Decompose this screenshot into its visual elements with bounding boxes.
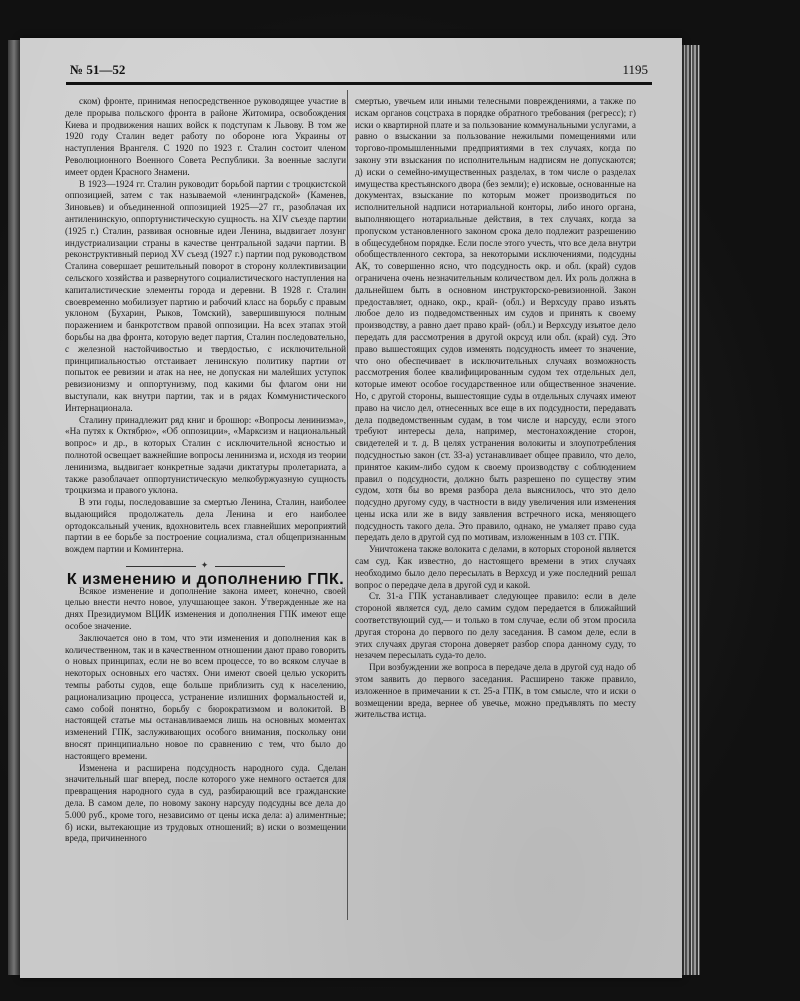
page-edges-stack bbox=[680, 45, 700, 975]
paragraph: Сталину принадлежит ряд книг и брошюр: «Вопросы ленинизма», «На путях к Октябрю», «Об оппозиции», «Марксизм и национальный вопрос» и др., в которых Сталин с исключительной ясностью и полнотой освещает важнейшие вопросы ленинизма и, исходя из теории ленинизма, выдвигает конкретные задачи диктатуры пролетариата, а также разоблачает оппортунистическую мелкобуржуазную сущность троцкизма и правого уклона. bbox=[65, 414, 346, 496]
ornament-icon: ✦ bbox=[200, 560, 211, 571]
paragraph: Изменена и расширена подсудность народного суда. Сделан значительный шаг вперед, после которого уже немного остается для превращения народного суда в суд, разбирающий все гражданские дела. В самом деле, по новому закону нарсуду подсудны все дела до 5.000 руб., кроме того, независимо от цены иска дела: а) алиментные; б) иски, вытекающие из трудовых отношений; в) иски о возмещении вреда, причиненного bbox=[65, 762, 346, 844]
paragraph: смертью, увечьем или иными телесными повреждениями, а также по искам органов соцстраха в порядке обратного требования (регресс); г) иски о квартирной плате и за пользование коммунальными услугами, а равно о взыскании за пользование нежилыми помещениями или торгово-промышленными предприятиями в тех случаях, когда по закону эти взыскания по исполнительным надписям не допускаются; д) иски о семейно-имущественных разделах, в том числе о разделах имущества крестьянского двора (без земли); е) исковые, основанные на документах, взыскание по которым может производиться по исполнительной надписи нотариальной конторы, либо иного органа, выполняющего нотариальные действия, в тех случаях, когда за пропуском установленного законом срока дело подлежит разрешению в общесудебном порядке. Если после этого учесть, что все дела внутри обобществленного сектора, за некоторыми исключениями, подсудны АК, то совершенно ясно, что подсудность окр. и обл. (край) судов ограничена очень незначительным количеством дел. Их роль должна в дальнейшем быть в основном инструкторско-ревизионной. Закон предоставляет, однако, окр., край- (обл.) и Верхсуду право изъять любое дело из подведомственных им судов и принять к своему производству, а равно дает право край- (обл.) и Верхсуду изъятое дело передать для рассмотрения в другой окрсуд или обл. (край) суд. Это право вышестоящих судов изменять подсудность имеет то значение, что оно обеспечивает в исключительных случаях возможность рассмотрения более квалифицированным судом тех отдельных дел, которые имеют особое государственное или общественное значение. Но, с другой стороны, вышестоящие суды в отдельных случаях имеют право на число дел, отнесенных все еще в их подсудности, передавать дела подведомственным судам, в том числе и нарсуду, если этого требуют интересы дела, например, местонахождение сторон, свидетелей и т. д. В целях устранения волокиты и злоупотребления подсудностью закон (ст. 33-а) устанавливает общее правило, что дело, принятое каким-либо судом к своему производству с соблюдением правил о подсудности, должно быть разрешено по существу этим судом, хотя бы во время разбора дела выяснилось, что это дело подсудно другому суду, в частности в виду увеличения или изменения цены иска или же в виду заявления встречного иска, меняющего подсудность такого дела. Это правило, однако, не умаляет право суда передать дело в другой суд по мотивам, изложенным в 103 ст. ГПК. bbox=[355, 96, 636, 543]
issue-number: № 51—52 bbox=[70, 62, 126, 77]
paragraph: Заключается оно в том, что эти изменения и дополнения как в количественном, так и в качественном отношении дают право говорить о новых принципах, если не во всем процессе, то во всяком случае в некоторых основных его частях. Они имеют своей целью ускорить темпы работы судов, еще больше приблизить суд к населению, рационализацию процесса, устранение излишних формальностей и, само собой понятно, борьбу с бюрократизмом и волокитой. В настоящей статье мы останавливаемся лишь на основных моментах изменений ГПК, заслуживающих особого внимания, поскольку они вносят принципиально новое по сравнению с тем, что было до настоящего времени. bbox=[65, 632, 346, 761]
book-spine-edge bbox=[8, 40, 20, 975]
document-page bbox=[20, 38, 682, 978]
paragraph: В 1923—1924 гг. Сталин руководит борьбой партии с троцкистской оппозицией, затем с так называемой «ленинградской» (Каменев, Зиновьев) и объединенной оппозицией 1925—27 гг., разоблачая их антиленинскую, оппортунистическую сущность. на XIV съезде партии (1925 г.) Сталин, развивая основные идеи Ленина, выдвигает лозунг индустриализации страны в качестве центральной задачи партии. В реконструктивный период XV съезд (1927 г.) партии под руководством Сталина совершает решительный поворот в сторону коллективизации сельского хозяйства и развернутого социалистического наступления на капиталистические элементы города и деревни. В 1928 г. Сталин своевременно мобилизует партию и рабочий класс на борьбу с правым уклоном (Бухарин, Рыков, Томский), завершившуюся полным поражением и банкротством правой оппозиции. На всех этапах этой борьбы на два фронта, которую ведет партия, Сталин последовательно, с железной настойчивостью и твердостью, с исключительной принципиальностью отстаивает ленинскую политику партии от попыток ее ревизии и атак на нее, не допуская ни малейших уступок ревизионизму и оппортунизму, под какими бы флагом они ни выступали, как внутри партии, так и в рядах Коммунистического Интернационала. bbox=[65, 178, 346, 413]
article-section bbox=[65, 560, 346, 845]
page-header bbox=[70, 60, 648, 82]
left-column bbox=[65, 96, 346, 866]
paragraph: Всякое изменение и дополнение закона имеет, конечно, своей целью внести нечто новое, улучшающее закон. Утвержденные же на днях Президиумом ВЦИК изменения и дополнения ГПК имеют еще особое значение. bbox=[65, 585, 346, 632]
header-rule bbox=[66, 82, 652, 85]
paragraph: Ст. 31-а ГПК устанавливает следующее правило: если в деле стороной является суд, дело самим судом передается в ближайший соответствующий суд,— и только в том случае, если об этом просила другая сторона до первого по делу заседания. В самом деле, если в этих случаях другая сторона доверяет разбор спора данному суду, то незачем пересылать суда-то дело. bbox=[355, 591, 636, 661]
paragraph: Уничтожена также волокита с делами, в которых стороной является сам суд. Как известно, до настоящего времени в этих случаях необходимо было дело пересылать в Верхсуд и уже последний решал вопрос о передаче дела в другой суд и какой. bbox=[355, 544, 636, 590]
ornament-rule-right bbox=[215, 566, 285, 567]
paragraph: При возбуждении же вопроса в передаче дела в другой суд надо об этом заявить до первого заседания. Расширено также правило, изложенное в примечании к ст. 25-а ГПК, в том смысле, что и иски о возмещении вреда, вернее об увечье, можно предъявлять по месту жительства истца. bbox=[355, 662, 636, 720]
paragraph: ском) фронте, принимая непосредственное руководящее участие в деле прорыва польского фронта в районе Житомира, освобождения Киева и продвижения наших войск к подступам к Львову. В том же 1920 году Сталин ведет работу по обороне юга Украины от наступления Врангеля. С 1920 по 1923 г. Сталин состоит членом Революционного Военного Совета Республики. За военные заслуги имеет орден Красного Знамени. bbox=[65, 96, 346, 177]
column-divider bbox=[347, 90, 348, 920]
right-column bbox=[355, 96, 636, 916]
page-number: 1195 bbox=[622, 62, 648, 77]
ornament-rule-left bbox=[126, 566, 196, 567]
article-heading: К изменению и дополнению ГПК. bbox=[66, 570, 345, 588]
paragraph: В эти годы, последовавшие за смертью Ленина, Сталин, наиболее выдающийся продолжатель дела Ленина и его наиболее ортодоксальный ученик, вдохновитель всех главнейших мероприятий партии в ее борьбе за построение социализма, стал общепризнанным вождем партии и Коминтерна. bbox=[65, 497, 346, 555]
